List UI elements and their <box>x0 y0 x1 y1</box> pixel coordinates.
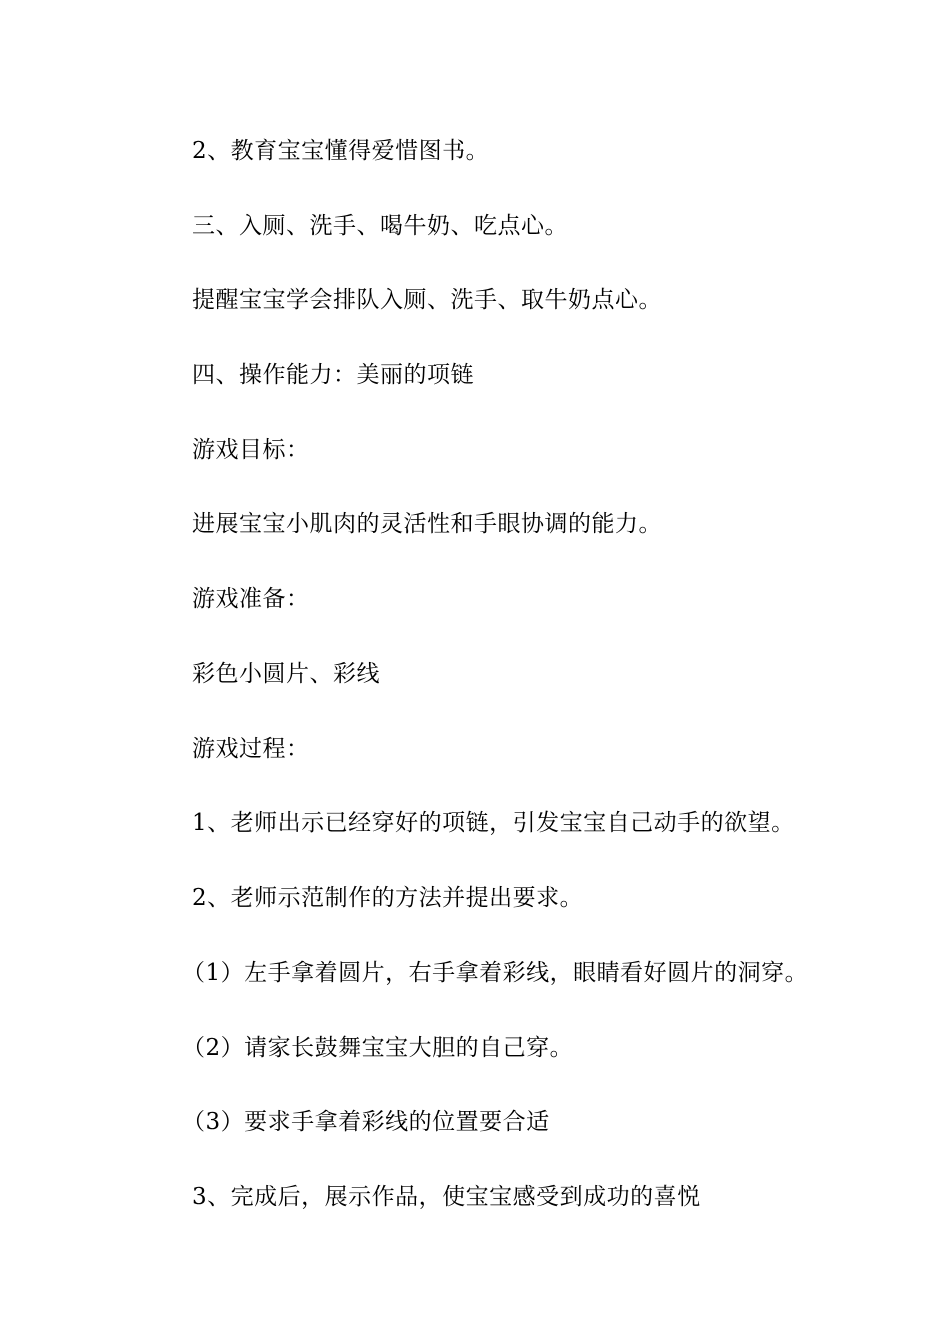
list-item: 2、老师示范制作的方法并提出要求。 <box>192 885 584 911</box>
paragraph-line: 2、教育宝宝懂得爱惜图书。 <box>192 138 490 164</box>
list-item: 1、老师出示已经穿好的项链，引发宝宝自己动手的欲望。 <box>192 810 795 836</box>
paragraph-line: 彩色小圆片、彩线 <box>192 661 380 687</box>
sub-list-item: （3）要求手拿着彩线的位置要合适 <box>182 1109 550 1135</box>
subheading-game-prep: 游戏准备： <box>192 586 310 612</box>
section-heading: 三、入厕、洗手、喝牛奶、吃点心。 <box>192 213 568 239</box>
subheading-game-process: 游戏过程： <box>192 736 310 762</box>
section-heading: 四、操作能力：美丽的项链 <box>192 362 474 388</box>
sub-list-item: （2）请家长鼓舞宝宝大胆的自己穿。 <box>182 1035 574 1061</box>
sub-list-item: （1）左手拿着圆片，右手拿着彩线，眼睛看好圆片的洞穿。 <box>182 960 809 986</box>
list-item: 3、完成后，展示作品，使宝宝感受到成功的喜悦 <box>192 1184 701 1210</box>
subheading-game-goal: 游戏目标： <box>192 437 310 463</box>
paragraph-line: 提醒宝宝学会排队入厕、洗手、取牛奶点心。 <box>192 287 662 313</box>
paragraph-line: 进展宝宝小肌肉的灵活性和手眼协调的能力。 <box>192 511 662 537</box>
